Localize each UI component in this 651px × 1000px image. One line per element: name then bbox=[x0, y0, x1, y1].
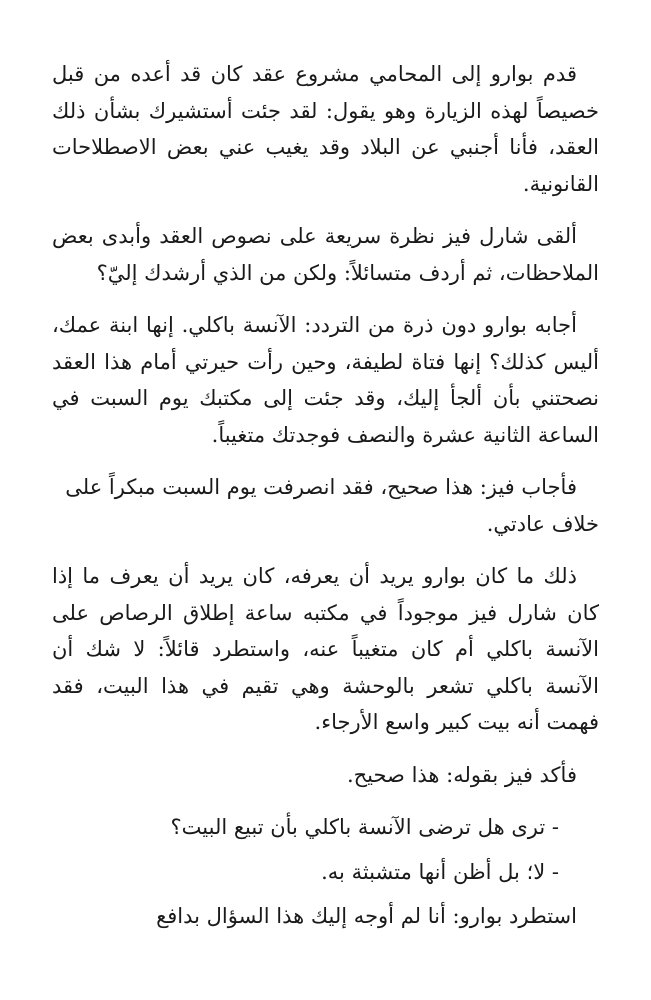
paragraph-poirot-inquiry: ذلك ما كان بوارو يريد أن يعرفه، كان يريد أن يعرف ما إذا كان شارل فيز موجوداً في مكتبه ساعة إطلاق الرصاص على الآنسة باكلي أم كان متغيباً عنه، واستطرد قائلاً: لا شك أن الآنسة باكلي تشعر بالوحشة وهي تقيم في هذا البيت، فقد فهمت أنه بيت كبير واسع الأرجاء. bbox=[52, 564, 599, 734]
paragraph-fez-confirms: فأكد فيز بقوله: هذا صحيح. bbox=[346, 762, 577, 787]
paragraph-continued: استطرد بوارو: أنا لم أوجه إليك هذا السؤال بدافع bbox=[156, 904, 577, 928]
paragraph-miss-buckley: أجابه بوارو دون ذرة من التردد: الآنسة باكلي. إنها ابنة عمك، أليس كذلك؟ إنها فتاة لطيفة، وحين رأت حيرتي أمام هذا العقد نصحتني بأن ألجأ إليك، وقد جئت إلى مكتبك يوم السبت في الساعة الثانية عشرة والنصف فوجدتك متغيباً. bbox=[52, 313, 599, 447]
dialogue-line-attached: - لا؛ بل أظن أنها متشبثة به. bbox=[321, 859, 559, 884]
book-page bbox=[52, 56, 599, 951]
paragraph-saturday: فأجاب فيز: هذا صحيح، فقد انصرفت يوم السبت مبكراً على خلاف عادتي. bbox=[65, 475, 599, 536]
paragraph-fez-reply: ألقى شارل فيز نظرة سريعة على نصوص العقد وأبدى بعض الملاحظات، ثم أردف متسائلاً: ولكن من الذي أرشدك إليّ؟ bbox=[52, 224, 599, 285]
paragraph-contract-request: قدم بوارو إلى المحامي مشروع عقد كان قد أعده من قبل خصيصاً لهذه الزيارة وهو يقول: لقد جئت أستشيرك بشأن ذلك العقد، فأنا أجنبي عن البلاد وقد يغيب عني بعض الاصطلاحات القانونية. bbox=[52, 62, 599, 196]
dialogue-line-sell-house: - ترى هل ترضى الآنسة باكلي بأن تبيع البيت؟ bbox=[170, 815, 559, 839]
